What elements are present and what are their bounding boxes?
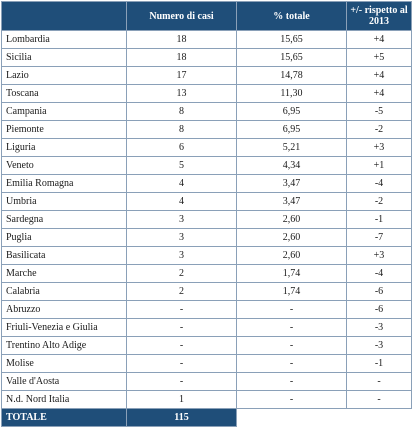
percent-cell: 6,95 [237,121,347,139]
table-row [2,211,412,229]
table-footer [2,409,412,427]
change-cell: -6 [347,283,412,301]
total-row [2,409,412,427]
cases-cell: 18 [127,49,237,67]
cases-cell: 3 [127,211,237,229]
table-row [2,229,412,247]
cases-cell: 8 [127,103,237,121]
total-label: TOTALE [2,409,127,427]
total-empty-cell [347,409,412,427]
change-cell: - [347,391,412,409]
cases-cell: 4 [127,175,237,193]
header-region [2,2,127,31]
change-cell: -3 [347,337,412,355]
change-cell: -3 [347,319,412,337]
cases-cell: 2 [127,265,237,283]
change-cell: -5 [347,103,412,121]
region-cell: Basilicata [2,247,127,265]
cases-cell: 4 [127,193,237,211]
region-cell: Lazio [2,67,127,85]
cases-cell: 13 [127,85,237,103]
cases-cell: 8 [127,121,237,139]
region-cell: Campania [2,103,127,121]
table-row [2,319,412,337]
region-cell: Toscana [2,85,127,103]
percent-cell: 2,60 [237,247,347,265]
change-cell: -7 [347,229,412,247]
cases-by-region-table [1,1,412,427]
table-row [2,49,412,67]
table-row [2,193,412,211]
cases-cell: 3 [127,229,237,247]
total-empty-cell [237,409,347,427]
change-cell: -4 [347,175,412,193]
percent-cell: - [237,355,347,373]
percent-cell: - [237,373,347,391]
region-cell: N.d. Nord Italia [2,391,127,409]
percent-cell: 11,30 [237,85,347,103]
change-cell: +5 [347,49,412,67]
change-cell: +1 [347,157,412,175]
percent-cell: 3,47 [237,175,347,193]
table-row [2,373,412,391]
cases-cell: - [127,301,237,319]
percent-cell: 6,95 [237,103,347,121]
cases-cell: 2 [127,283,237,301]
region-cell: Piemonte [2,121,127,139]
change-cell: - [347,373,412,391]
percent-cell: 14,78 [237,67,347,85]
region-cell: Calabria [2,283,127,301]
cases-cell: - [127,355,237,373]
cases-cell: 3 [127,247,237,265]
region-cell: Lombardia [2,31,127,49]
region-cell: Friuli-Venezia e Giulia [2,319,127,337]
cases-cell: 17 [127,67,237,85]
percent-cell: - [237,391,347,409]
region-cell: Molise [2,355,127,373]
region-cell: Abruzzo [2,301,127,319]
cases-cell: 18 [127,31,237,49]
region-cell: Sardegna [2,211,127,229]
percent-cell: 4,34 [237,157,347,175]
change-cell: +4 [347,85,412,103]
percent-cell: 5,21 [237,139,347,157]
region-cell: Trentino Alto Adige [2,337,127,355]
table-row [2,67,412,85]
table-row [2,139,412,157]
percent-cell: 1,74 [237,265,347,283]
percent-cell: 15,65 [237,31,347,49]
change-cell: -4 [347,265,412,283]
table-row [2,355,412,373]
table-row [2,337,412,355]
header-cases: Numero di casi [127,2,237,31]
table-body [2,31,412,409]
table-row [2,31,412,49]
percent-cell: 15,65 [237,49,347,67]
cases-cell: - [127,337,237,355]
table-row [2,301,412,319]
percent-cell: - [237,337,347,355]
region-cell: Valle d'Aosta [2,373,127,391]
change-cell: -2 [347,121,412,139]
header-change: +/- rispetto al 2013 [347,2,412,31]
percent-cell: 2,60 [237,211,347,229]
table-row [2,121,412,139]
table-row [2,265,412,283]
region-cell: Emilia Romagna [2,175,127,193]
change-cell: +4 [347,31,412,49]
change-cell: -1 [347,355,412,373]
percent-cell: - [237,301,347,319]
percent-cell: 2,60 [237,229,347,247]
cases-cell: - [127,319,237,337]
cases-cell: - [127,373,237,391]
region-cell: Puglia [2,229,127,247]
change-cell: -2 [347,193,412,211]
change-cell: +3 [347,139,412,157]
table-row [2,247,412,265]
table-row [2,157,412,175]
header-row [2,2,412,31]
table-row [2,283,412,301]
region-cell: Sicilia [2,49,127,67]
percent-cell: 1,74 [237,283,347,301]
total-cases: 115 [127,409,237,427]
table-row [2,85,412,103]
change-cell: +4 [347,67,412,85]
table-row [2,391,412,409]
region-cell: Liguria [2,139,127,157]
percent-cell: - [237,319,347,337]
table-row [2,175,412,193]
percent-cell: 3,47 [237,193,347,211]
header-percent: % totale [237,2,347,31]
table-row [2,103,412,121]
cases-cell: 1 [127,391,237,409]
change-cell: -1 [347,211,412,229]
region-cell: Marche [2,265,127,283]
cases-cell: 6 [127,139,237,157]
change-cell: +3 [347,247,412,265]
region-cell: Veneto [2,157,127,175]
table-header [2,2,412,31]
cases-cell: 5 [127,157,237,175]
region-cell: Umbria [2,193,127,211]
change-cell: -6 [347,301,412,319]
